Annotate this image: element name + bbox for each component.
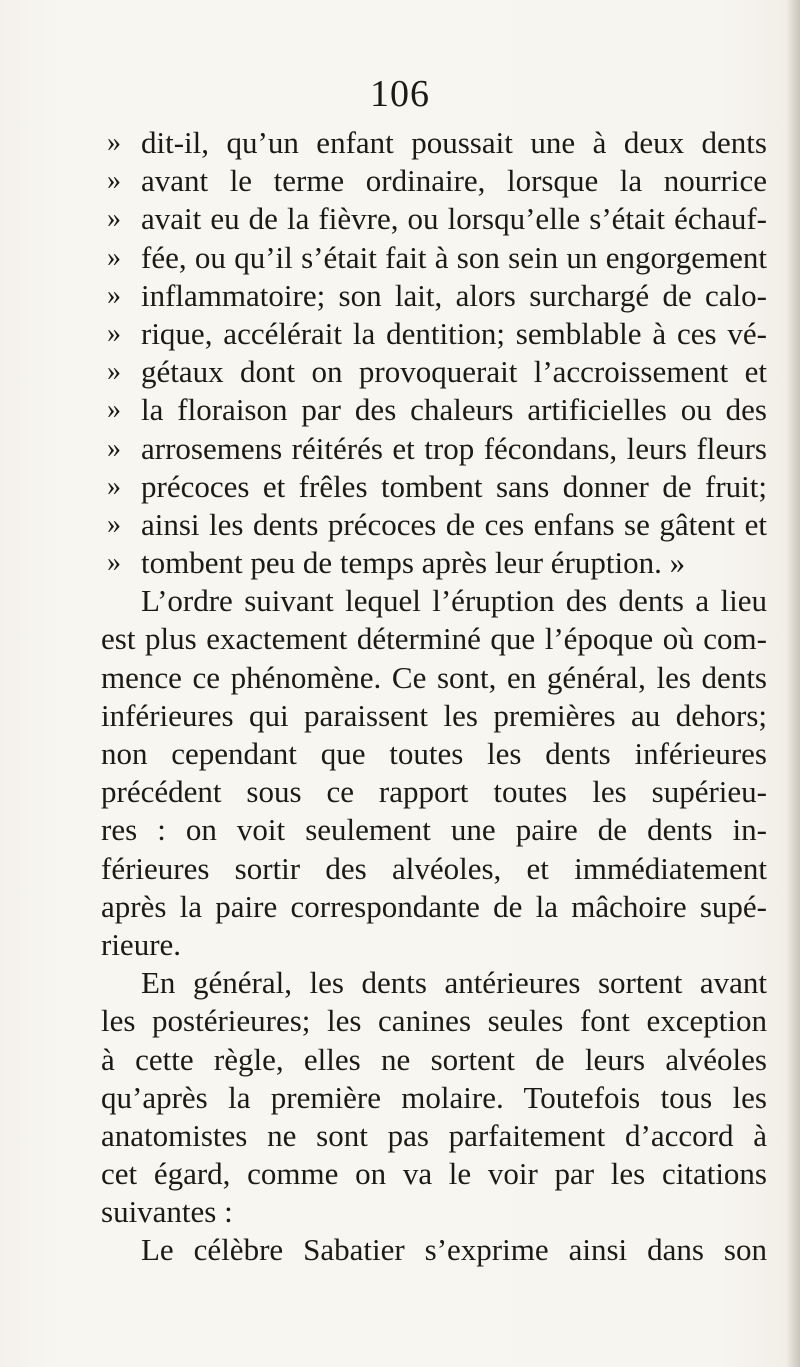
text-line: » avait eu de la fièvre, ou lorsqu’elle s’était échauf- — [101, 200, 767, 238]
page-number: 106 — [370, 73, 430, 115]
text-line: mence ce phénomène. Ce sont, en général, les dents — [101, 659, 767, 695]
text-line: à cette règle, elles ne sortent de leurs alvéoles — [101, 1041, 767, 1077]
quote-mark: » — [107, 241, 121, 273]
body-text — [101, 124, 767, 1270]
text-line: » tombent peu de temps après leur éruption. » — [101, 544, 767, 582]
text-line: qu’après la première molaire. Toutefois tous les — [101, 1079, 767, 1115]
quote-mark: » — [107, 317, 121, 349]
quote-mark: » — [107, 279, 121, 311]
text-line: » dit-il, qu’un enfant poussait une à deux dents — [101, 124, 767, 162]
text-line: anatomistes ne sont pas parfaitement d’accord à — [101, 1117, 767, 1153]
text-line: suivantes : — [101, 1194, 233, 1230]
quote-mark: » — [107, 127, 121, 158]
text-line: res : on voit seulement une paire de dents in- — [101, 812, 767, 848]
quote-mark: » — [107, 508, 121, 540]
text-line: est plus exactement déterminé que l’époque où com- — [101, 621, 767, 657]
text-line: cet égard, comme on va le voir par les citations — [101, 1156, 767, 1192]
page-edge-shadow — [786, 0, 800, 1367]
quote-mark: » — [107, 356, 121, 388]
text-line: » rique, accélérait la dentition; semblable à ces vé- — [101, 315, 767, 353]
text-line: » inflammatoire; son lait, alors surchargé de calo- — [101, 277, 767, 315]
text-line: L’ordre suivant lequel l’éruption des dents a lieu — [141, 583, 767, 619]
text-line: les postérieures; les canines seules font exception — [101, 1003, 767, 1039]
quote-mark: » — [107, 394, 121, 426]
text-line: après la paire correspondante de la mâchoire supé- — [101, 888, 767, 924]
text-line: En général, les dents antérieures sortent avant — [141, 965, 767, 1001]
text-line: rieure. — [101, 926, 182, 962]
text-line: » avant le terme ordinaire, lorsque la nourrice — [101, 162, 767, 200]
text-line: » précoces et frêles tombent sans donner de fruit; — [101, 468, 767, 506]
text-line: » gétaux dont on provoquerait l’accroissement et — [101, 353, 767, 391]
quote-mark: » — [107, 203, 121, 235]
text-line: » arrosemens réitérés et trop fécondans, leurs fleurs — [101, 430, 767, 468]
text-line: précédent sous ce rapport toutes les supérieu- — [101, 774, 767, 810]
text-line: » ainsi les dents précoces de ces enfans se gâtent et — [101, 506, 767, 544]
text-line: non cependant que toutes les dents inférieures — [101, 736, 767, 771]
text-line: inférieures qui paraissent les premières au dehors; — [101, 697, 767, 733]
quote-mark: » — [107, 470, 121, 502]
text-line: » fée, ou qu’il s’était fait à son sein un engorgement — [101, 239, 767, 277]
text-line: férieures sortir des alvéoles, et immédiatement — [101, 850, 767, 886]
text-line: Le célèbre Sabatier s’exprime ainsi dans son — [141, 1232, 767, 1268]
quote-mark: » — [107, 165, 121, 197]
text-line: » la floraison par des chaleurs artificielles ou des — [101, 391, 767, 429]
quote-mark: » — [107, 432, 121, 464]
quote-mark: » — [107, 547, 121, 579]
